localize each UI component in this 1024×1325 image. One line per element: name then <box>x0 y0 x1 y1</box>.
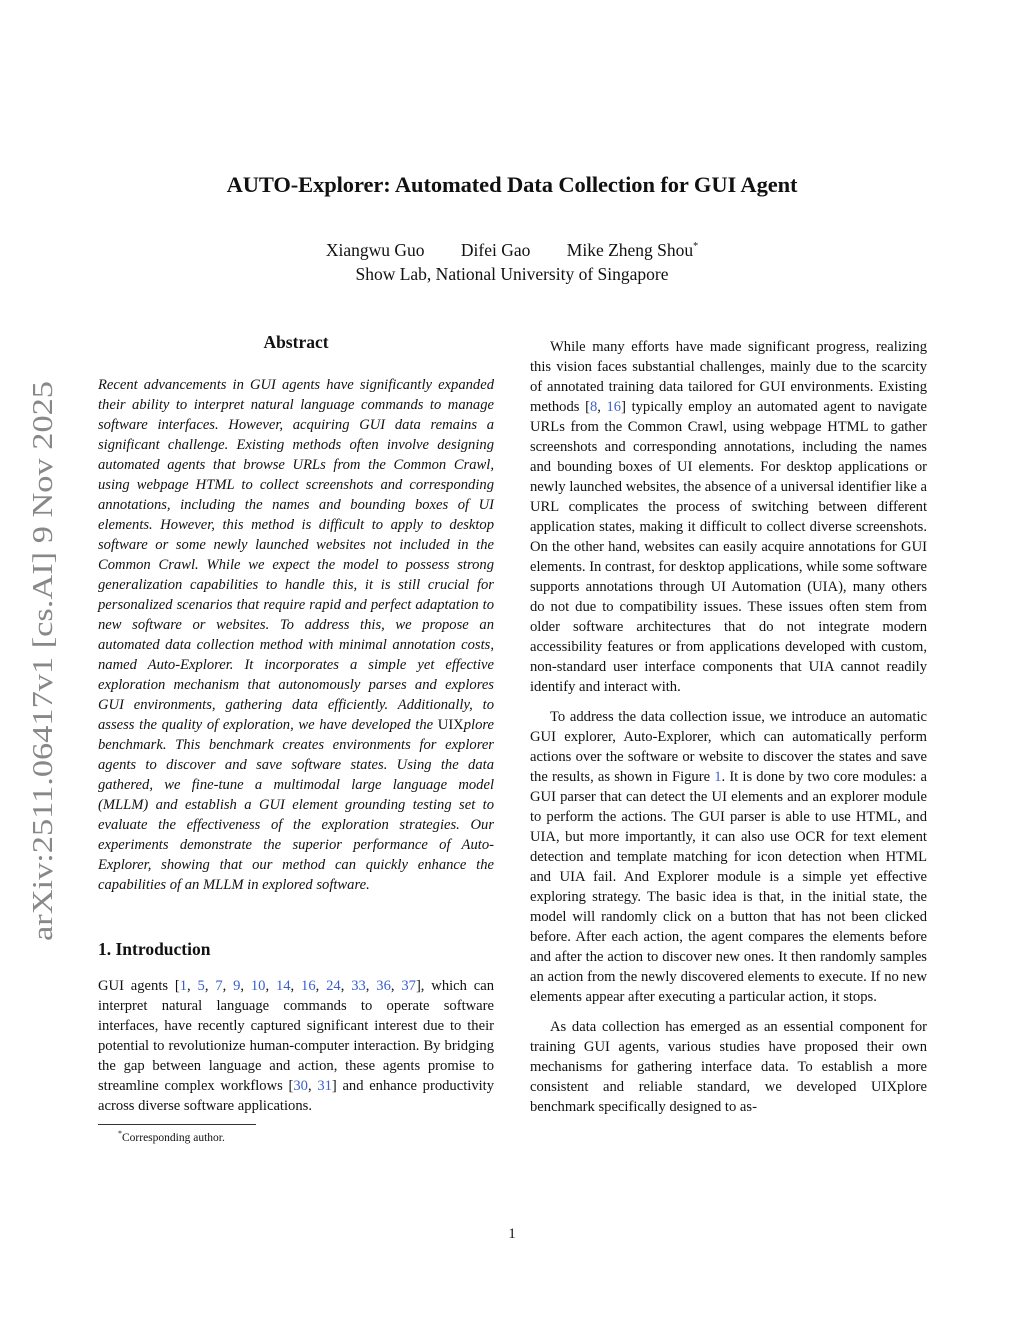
right-p2-text-a: To address the data collection issue, we introduce an automatic GUI explorer, Auto-Explorer, which can automatically perform actions over the software or website to discover the states and save the results, as shown in Figure <box>530 709 927 785</box>
abstract-part-2: plore benchmark. This benchmark creates environments for explorer agents to discover and save software states. Using the data gathered, we fine-tune a multimodal large language model (MLLM) and establish a GUI element grounding testing set to evaluate the effectiveness of the exploration strategies. Our experiments demonstrate the superior performance of Auto-Explorer, showing that our method can quickly enhance the capabilities of an MLLM in explored software. <box>98 717 494 893</box>
citation-link[interactable]: 10 <box>250 978 266 994</box>
right-p3-text-a: As data collection has emerged as an essential component for training GUI agents, various studies have proposed their own mechanisms for gathering interface data. To establish a more consistent and reliable standard, we developed <box>530 1019 927 1095</box>
citation-link[interactable]: 8 <box>589 399 598 415</box>
right-p1-text-a: While many efforts have made significant progress, realizing this vision faces substantial challenges, mainly due to the scarcity of annotated training data tailored for GUI environments. Existing methods [ <box>530 339 927 415</box>
right-paragraph-1: While many efforts have made significant progress, realizing this vision faces substantial challenges, mainly due to the scarcity of annotated training data tailored for GUI environments. Existing methods [8, 16] typically employ an automated agent to navigate URLs from the Common Crawl, using webpage HTML to gather screenshots and corresponding annotations, including the names and bounding boxes of UI elements. For desktop applications or newly launched websites, the absence of a universal identifier like a URL complicates the process of switching between different application states, making it difficult to collect diverse screenshots. On the other hand, websites can easily acquire annotations for GUI elements. In contrast, for desktop applications, while some software supports annotations through UI Automation (UIA), many others do not due to compatibility issues. These issues often stem from older software architectures that do not integrate modern accessibility features or from applications developed with custom, non-standard user interface components that UIA cannot readily identify and interact with. <box>530 339 928 695</box>
citation-link[interactable]: 24 <box>326 978 341 994</box>
uixplore-logo: UIX <box>871 1079 897 1095</box>
intro-text-a: GUI agents [ <box>98 978 180 994</box>
citation-link[interactable]: 36 <box>376 978 391 994</box>
author-1: Xiangwu Guo <box>325 240 425 260</box>
intro-paragraph: GUI agents [1, 5, 7, 9, 10, 14, 16, 24, 33, 36, 37], which can interpret natural language commands to operate software interfaces, have recently captured significant interest due to their potential to revolutionize human-computer interaction. By bridging the gap between language and action, these agents promise to streamline complex workflows [30, 31] and enhance productivity across diverse software applications. <box>98 978 495 1114</box>
right-paragraph-3 <box>530 1017 927 1117</box>
footnote-rule <box>98 1124 256 1125</box>
arxiv-stamp-text: arXiv:2511.06417v1 [cs.AI] 9 Nov 2025 <box>27 468 59 941</box>
intro-text-b: ], which can interpret natural language commands to operate software interfaces, have recently captured significant interest due to their potential to revolutionize human-computer interaction. By bridging the gap between language and action, these agents promise to streamline complex workflows [ <box>98 978 495 1094</box>
citation-link[interactable]: 16 <box>606 399 622 415</box>
citation-link[interactable]: 33 <box>351 978 366 994</box>
abstract-part-1: Recent advancements in GUI agents have significantly expanded their ability to interpret natural language commands to manage software interfaces. However, acquiring GUI data remains a significant challenge. Existing methods often involve designing automated agents that browse URLs from the Common Crawl, using webpage HTML to collect screenshots and corresponding annotations, including the names and bounding boxes of UI elements. However, this method is difficult to apply to desktop software or some newly launched websites not included in the Common Crawl. While we expect the model to possess strong generalization capabilities to handle this, it is still crucial for personalized scenarios that require rapid and perfect adaptation to new software or websites. To address this, we propose an automated data collection method with minimal annotation costs, named Auto-Explorer. It incorporates a simple yet effective exploration mechanism that autonomously parses and explores GUI environments, gathering data efficiently. Additionally, to assess the quality of exploration, we have developed the <box>98 377 494 733</box>
author-3-name: Mike Zheng Shou <box>566 240 694 260</box>
affiliation: Show Lab, National University of Singapore <box>355 264 669 284</box>
citation-link[interactable]: 1 <box>179 978 188 994</box>
footnote-mark: * <box>118 1129 122 1138</box>
author-3 <box>567 240 698 261</box>
left-column <box>98 332 494 1144</box>
footnote <box>98 1129 494 1144</box>
right-p1-text-b: ] typically employ an automated agent to navigate URLs from the Common Crawl, using webpage HTML to gather screenshots and corresponding annotations, including the names and bounding boxes of UI elements. For desktop applications or newly launched websites, the absence of a universal identifier like a URL complicates the process of switching between different application states, making it difficult to collect diverse screenshots. On the other hand, websites can easily acquire annotations for GUI elements. In contrast, for desktop applications, while some software supports annotations through UI Automation (UIA), many others do not due to compatibility issues. These issues often stem from older software architectures that do not integrate modern accessibility features or from applications developed with custom, non-standard user interface components that UIA cannot readily identify and interact with. <box>530 399 928 695</box>
right-p3-text-b: plore benchmark specifically designed to as- <box>530 1079 927 1115</box>
paper-title: AUTO-Explorer: Automated Data Collection for GUI Agent <box>226 172 798 197</box>
citation-link[interactable]: 16 <box>301 978 316 994</box>
abstract-text <box>98 375 494 895</box>
uixplore-logo: UIX <box>437 717 464 733</box>
citation-link[interactable]: 7 <box>215 978 223 994</box>
right-column <box>530 337 927 1127</box>
figure-link[interactable]: 1 <box>714 769 722 785</box>
right-paragraph-2 <box>530 707 927 1007</box>
abstract-heading: Abstract <box>263 332 329 352</box>
right-p2-text-b: . It is done by two core modules: a GUI parser that can detect the UI elements and an explorer module to perform the actions. The GUI parser is able to use HTML, and UIA, but more importantly, it can also use OCR for text element detection and template matching for icon detection when HTML and UIA fail. And Explorer module is a simple yet effective exploring strategy. The basic idea is that, in the initial state, the model will randomly click on a button that has not been clicked before. After each action, the agent compares the elements before and after the action to discover new ones. It then randomly samples an action from the newly discovered elements to execute. If no new elements appear after executing a particular action, it stops. <box>530 769 927 1005</box>
intro-heading: 1. Introduction <box>98 939 211 959</box>
citation-link[interactable]: 5 <box>197 978 205 994</box>
author-list <box>0 240 1024 261</box>
author-2: Difei Gao <box>460 240 531 260</box>
citation-link[interactable]: 14 <box>275 978 291 994</box>
footnote-text: Corresponding author. <box>122 1131 225 1144</box>
citation-link[interactable]: 30 <box>293 1078 308 1094</box>
citation-link[interactable]: 37 <box>401 978 416 994</box>
citation-link[interactable]: 31 <box>317 1078 332 1094</box>
citation-link[interactable]: 9 <box>233 978 241 994</box>
intro-citations: 1, 5, 7, 9, 10, 14, 16, 24, 33, 36, 37 <box>179 978 416 994</box>
page-number: 1 <box>508 1226 516 1242</box>
author-mark: * <box>693 241 699 253</box>
intro-text-c: ] and enhance productivity across diverse software applications. <box>98 1078 495 1114</box>
arxiv-side-stamp <box>14 380 64 942</box>
